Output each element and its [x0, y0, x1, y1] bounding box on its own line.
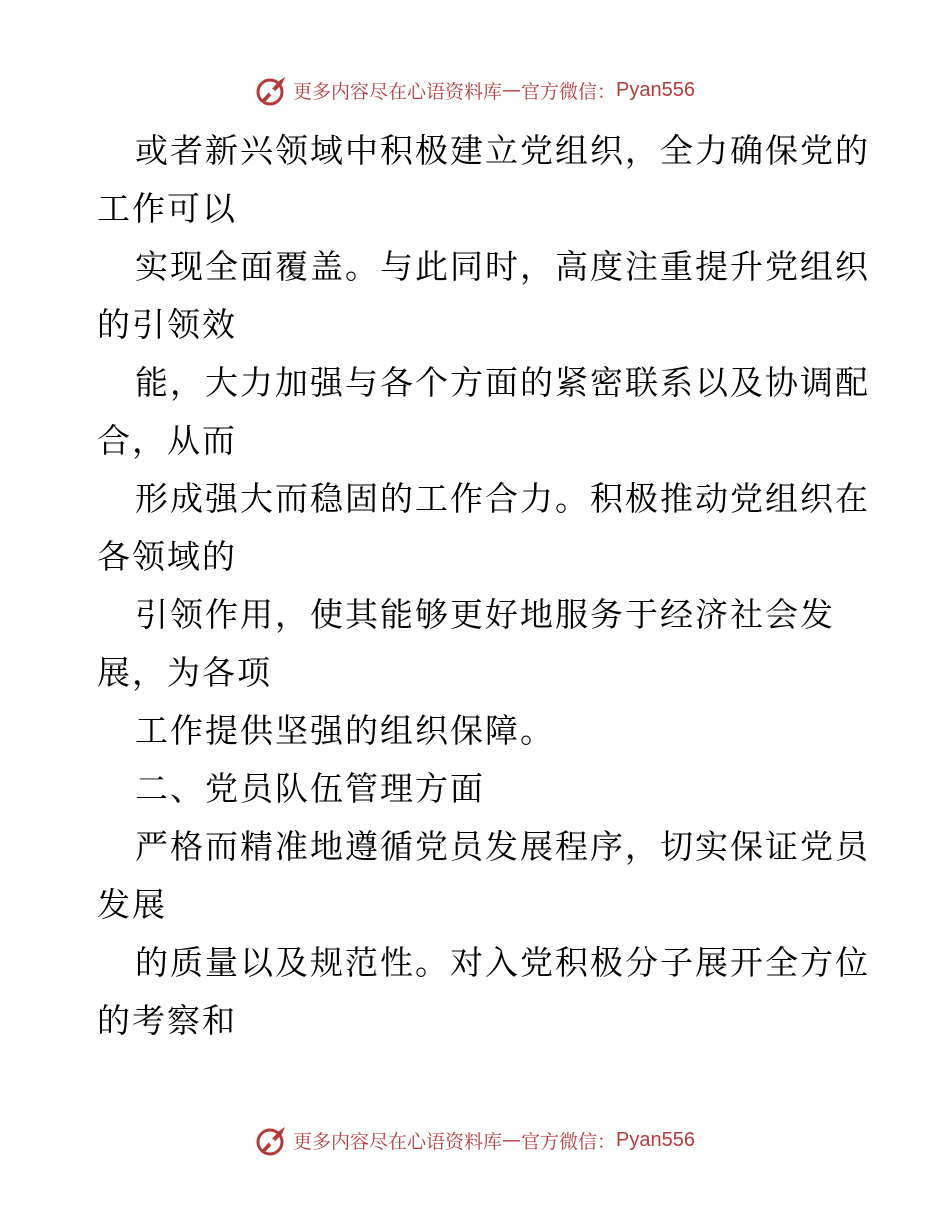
text-line: 发展 [97, 885, 167, 924]
footer-watermark-banner [0, 1120, 950, 1160]
text-line: 能，大力加强与各个方面的紧密联系以及协调配 [135, 363, 870, 402]
text-line: 实现全面覆盖。与此同时，高度注重提升党组织 [135, 247, 870, 286]
banner-wechat-id: Pyan556 [616, 1128, 695, 1151]
banner-text: 更多内容尽在心语资料库 [293, 80, 503, 103]
text-line: 展，为各项 [97, 653, 272, 692]
banner-wechat-label: 官方微信： [521, 1130, 617, 1153]
text-line: 合，从而 [97, 421, 237, 460]
text-line: 严格而精准地遵循党员发展程序，切实保证党员 [135, 827, 870, 866]
pen-in-circle-logo-icon [255, 1123, 289, 1157]
banner-text: 更多内容尽在心语资料库 [293, 1130, 503, 1153]
text-line: 工作提供坚强的组织保障。 [135, 711, 555, 750]
banner-wechat-id: Pyan556 [616, 78, 695, 101]
banner-wechat-label: 官方微信： [521, 80, 617, 103]
pen-in-circle-logo-icon [255, 73, 289, 107]
text-line: 的质量以及规范性。对入党积极分子展开全方位 [135, 943, 870, 982]
text-line: 工作可以 [97, 189, 237, 228]
text-line: 或者新兴领域中积极建立党组织，全力确保党的 [135, 131, 870, 170]
banner-dash: — [502, 79, 522, 101]
text-line: 形成强大而稳固的工作合力。积极推动党组织在 [135, 479, 870, 518]
banner-dash: — [502, 1129, 522, 1151]
text-line: 引领作用，使其能够更好地服务于经济社会发 [135, 595, 835, 634]
text-line: 各领域的 [97, 537, 237, 576]
text-line: 的考察和 [97, 1001, 237, 1040]
header-watermark-banner [0, 70, 950, 110]
document-body [97, 122, 870, 1050]
text-line: 的引领效 [97, 305, 237, 344]
section-heading: 二、党员队伍管理方面 [135, 769, 485, 808]
